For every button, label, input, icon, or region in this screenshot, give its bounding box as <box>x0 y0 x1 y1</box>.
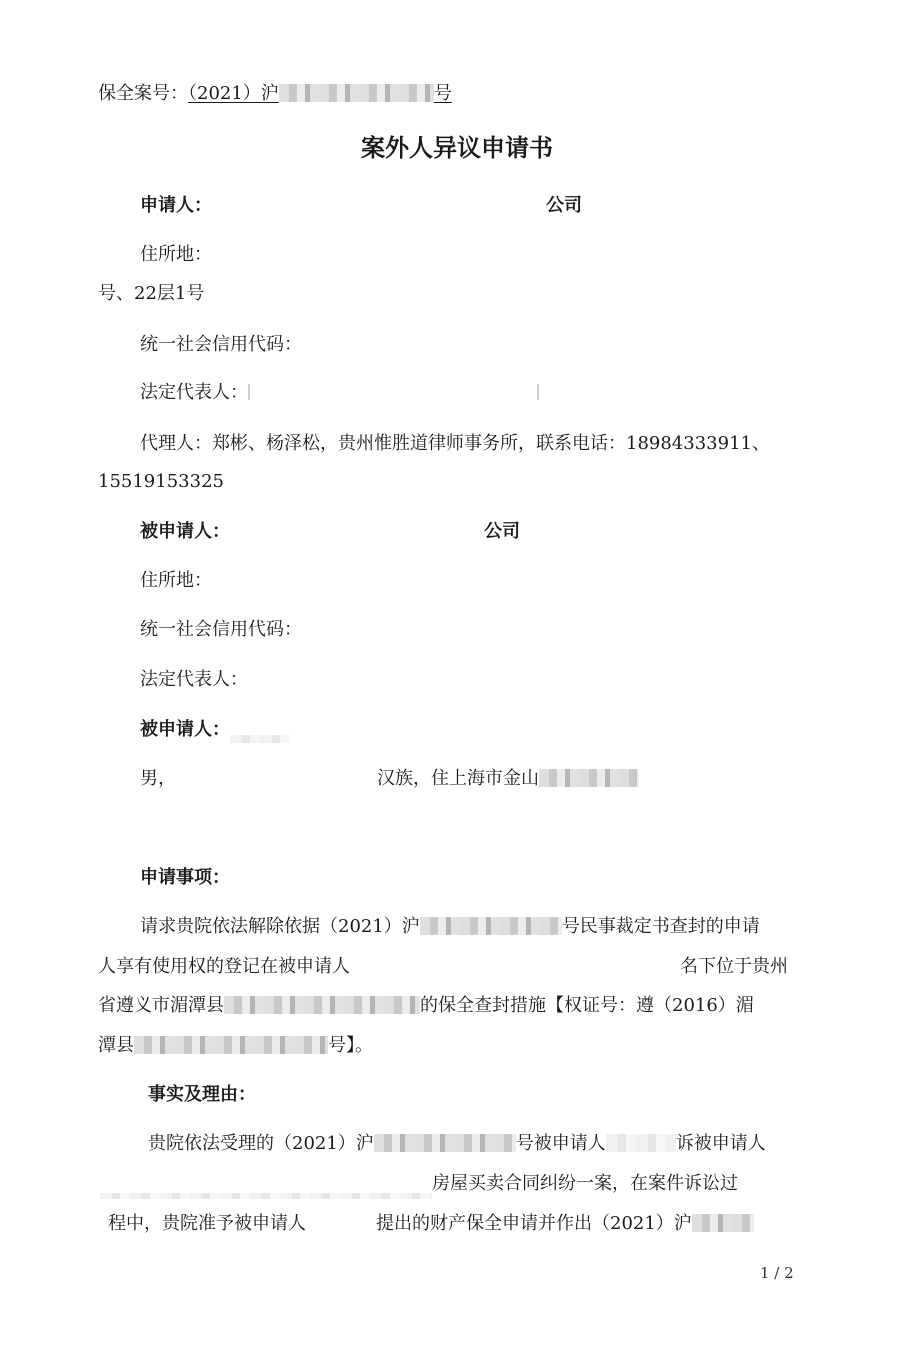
redaction-mark <box>248 384 250 400</box>
agent-line-2: 15519153325 <box>98 471 224 492</box>
redacted-ruling-number <box>420 917 562 935</box>
facts-line-3: 程中，贵院准予被申请人 提出的财产保全申请并作出（2021）沪 <box>108 1212 754 1236</box>
respondent1-legal-rep-label: 法定代表人： <box>140 669 248 690</box>
respondent1-label: 被申请人： <box>140 521 230 542</box>
request-line-4: 潭县 号】。 <box>98 1035 373 1056</box>
page-number: 1 / 2 <box>760 1264 794 1282</box>
request-line-1: 请求贵院依法解除依据（2021）沪 号民事裁定书查封的申请 <box>140 916 760 937</box>
applicant-line <box>140 194 212 218</box>
applicant-address-tail: 号、22层1号 <box>98 283 205 304</box>
applicant-credit-code-label: 统一社会信用代码： <box>140 334 302 355</box>
facts-line-1: 贵院依法受理的（2021）沪 号被申请人 诉被申请人 <box>148 1133 766 1154</box>
applicant-label: 申请人： <box>140 195 212 216</box>
redaction-mark-right <box>537 381 539 405</box>
agent-line-1: 代理人：郑彬、杨泽松，贵州惟胜道律师事务所，联系电话：18984333911、 <box>140 433 770 454</box>
redacted-party-name-2 <box>306 1214 376 1232</box>
redacted-address <box>539 769 639 787</box>
respondent2-info: 汉族，住上海市金山 <box>377 768 539 789</box>
respondent2-info-line <box>377 767 639 791</box>
case-number-line <box>98 82 452 106</box>
respondent2-gender: 男， <box>140 768 176 789</box>
respondent1-credit-code-label: 统一社会信用代码： <box>140 619 302 640</box>
respondent1-name-tail: 公司 <box>484 521 520 542</box>
document-title: 案外人异议申请书 <box>361 134 553 162</box>
facts-heading: 事实及理由： <box>148 1084 256 1105</box>
redacted-property-address <box>224 996 420 1014</box>
request-heading: 申请事项： <box>140 867 230 888</box>
applicant-name-tail: 公司 <box>546 195 582 216</box>
request-line-2: 人享有使用权的登记在被申请人 <box>98 956 350 977</box>
redacted-case-number <box>279 84 434 102</box>
respondent1-address-label: 住所地： <box>140 570 212 591</box>
respondent2-label: 被申请人： <box>140 719 230 740</box>
request-line-2-tail: 名下位于贵州 <box>680 956 788 977</box>
case-number-label: 保全案号： <box>98 83 188 104</box>
request-line-3: 省遵义市湄潭县 的保全查封措施【权证号：遵（2016）湄 <box>98 995 754 1016</box>
applicant-legal-rep-label: 法定代表人： <box>140 382 248 403</box>
redacted-certificate-number <box>134 1036 328 1054</box>
applicant-address-label: 住所地： <box>140 244 212 265</box>
redacted-case-number-2 <box>374 1134 516 1152</box>
respondent2-line <box>140 718 290 743</box>
facts-line-2: 房屋买卖合同纠纷一案，在案件诉讼过 <box>100 1172 738 1199</box>
case-number-value: （2021）沪 号 <box>188 83 452 104</box>
redacted-respondent2-name <box>230 735 290 743</box>
redacted-case-number-3 <box>692 1214 754 1232</box>
redacted-text-block <box>100 1193 432 1199</box>
redacted-party-name <box>606 1134 676 1152</box>
applicant-legal-rep-line <box>140 381 250 405</box>
